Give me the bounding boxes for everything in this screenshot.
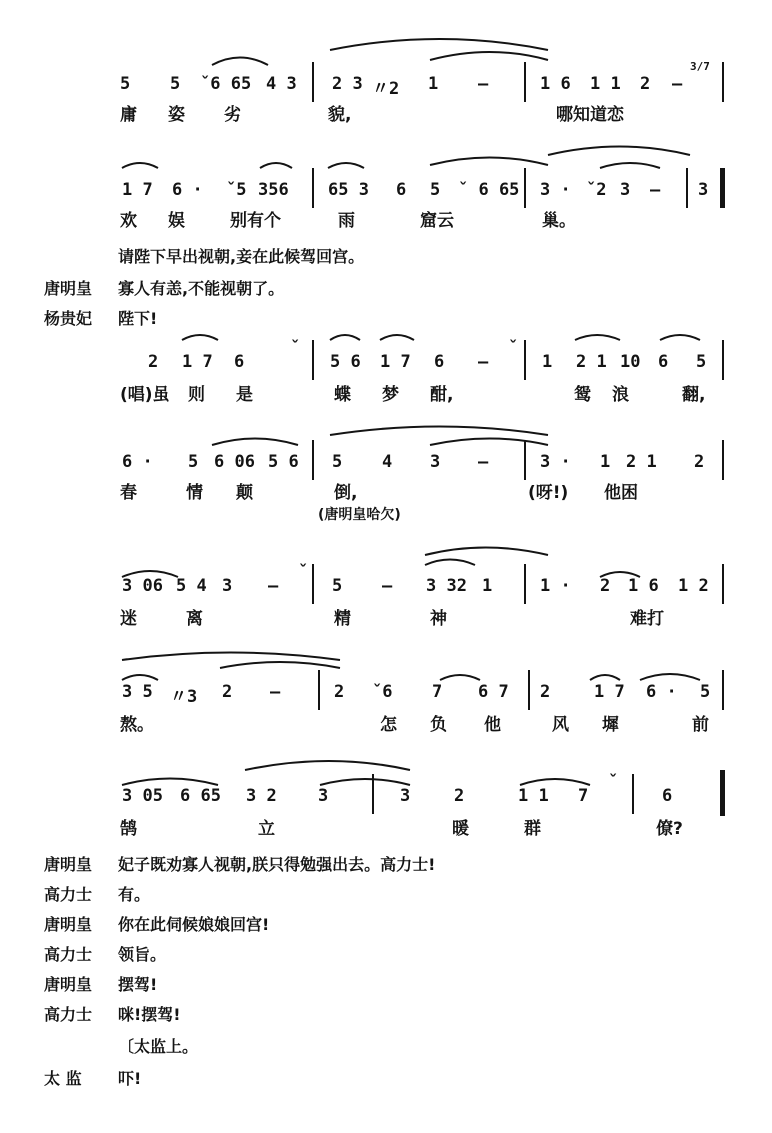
lyric: 翻, [682, 385, 706, 405]
note: 5 [696, 352, 707, 372]
note: 1 7 [182, 352, 213, 372]
lyric: 倒, [334, 483, 358, 503]
lyric: 姿 [168, 105, 185, 125]
note: 3 [222, 576, 233, 596]
note: ˇ5 [226, 180, 247, 200]
barline [312, 340, 314, 380]
note: 〃3 [170, 687, 198, 707]
note: 1 2 [678, 576, 709, 596]
speaker-name: 高力士 [44, 885, 93, 904]
note: 6 06 [214, 452, 255, 472]
note: ˇ6 [372, 682, 393, 702]
note: 6 7 [478, 682, 509, 702]
note: 10 [620, 352, 641, 372]
dialogue-text: 妃子既劝寡人视朝,朕只得勉强出去。高力士! [118, 855, 436, 874]
dialogue-line [44, 276, 284, 299]
note: 5 [332, 576, 343, 596]
note: 2 [540, 682, 551, 702]
note: 2 [694, 452, 705, 472]
note: ˇ2 [586, 180, 607, 200]
barline [524, 340, 526, 380]
note: – [270, 682, 281, 702]
note: 1 1 [518, 786, 549, 806]
lyric: 蝶 [334, 385, 351, 405]
note: 1 7 [122, 180, 153, 200]
note: – [478, 352, 489, 372]
dialogue-line [44, 1034, 198, 1057]
speaker-name: 唐明皇 [44, 975, 93, 994]
speaker-name: 唐明皇 [44, 915, 93, 934]
dialogue-text: 你在此伺候娘娘回宫! [118, 915, 270, 934]
barline [528, 670, 530, 710]
lyric: 别有个 [230, 211, 281, 231]
note: ˇ [608, 772, 619, 792]
lyric: 雨 [338, 211, 355, 231]
note: 5 [700, 682, 711, 702]
lyric: 负 [430, 715, 447, 735]
note: 2 1 [576, 352, 607, 372]
note: 6 · [172, 180, 203, 200]
note: 3 05 [122, 786, 163, 806]
lyric: 群 [524, 819, 541, 839]
note: 3 06 [122, 576, 163, 596]
barline [722, 340, 724, 380]
barline [632, 774, 634, 814]
note: ˇ 6 65 [458, 180, 520, 200]
note: 3 · [540, 452, 571, 472]
note: 5 6 [330, 352, 361, 372]
note: 2 [148, 352, 159, 372]
note: 6 [434, 352, 445, 372]
note: – [268, 576, 279, 596]
lyric: 巢。 [542, 211, 576, 231]
dialogue-text: 吓! [118, 1069, 142, 1088]
note: 5 4 [176, 576, 207, 596]
note: 〃2 [372, 79, 400, 99]
note: 6 [658, 352, 669, 372]
barline [686, 168, 688, 208]
lyric: 鹄 [120, 819, 137, 839]
stage-direction: (唐明皇哈欠) [318, 507, 401, 523]
speaker-name: 唐明皇 [44, 279, 93, 298]
note: 7 [432, 682, 443, 702]
lyric: 迷 [120, 609, 137, 629]
final-barline [720, 770, 725, 816]
note: 2 [640, 74, 651, 94]
dialogue-line [44, 1002, 181, 1025]
note: 6 65 [180, 786, 221, 806]
note: 2 3 [332, 74, 363, 94]
lyric: 立 [258, 819, 275, 839]
barline [312, 168, 314, 208]
lyric: 墀 [602, 715, 619, 735]
lyric: 浪 [612, 385, 629, 405]
lyric: 前 [692, 715, 709, 735]
lyric: 风 [552, 715, 569, 735]
note: 3 [620, 180, 631, 200]
dialogue-text: 摆驾! [118, 975, 158, 994]
dialogue-line [44, 942, 166, 965]
lyric: 精 [334, 609, 351, 629]
note: 1 6 [540, 74, 571, 94]
barline [722, 670, 724, 710]
lyric: 神 [430, 609, 447, 629]
note: 5 [332, 452, 343, 472]
note: 5 [170, 74, 181, 94]
note: – [478, 74, 489, 94]
lyric: 他 [484, 715, 501, 735]
dialogue-text: 陛下! [118, 309, 158, 328]
spoken-line [118, 244, 364, 267]
barline [312, 440, 314, 480]
lyric: (呀!) [528, 483, 569, 503]
barline [722, 564, 724, 604]
dialogue-line [44, 912, 269, 935]
barline [524, 168, 526, 208]
note: 3/7 [690, 60, 710, 73]
note: 5 [120, 74, 131, 94]
lyric: 是 [236, 385, 253, 405]
note: 3 [400, 786, 411, 806]
note: 3 2 [246, 786, 277, 806]
note: 2 1 [626, 452, 657, 472]
barline [524, 440, 526, 480]
note: – [672, 74, 683, 94]
dialogue-line [44, 882, 150, 905]
lyric: 熬。 [120, 715, 154, 735]
note: 6 [662, 786, 673, 806]
dialogue-text: 有。 [118, 885, 151, 904]
note: 2 [222, 682, 233, 702]
note: 6 [396, 180, 407, 200]
note: 3 5 [122, 682, 153, 702]
dialogue-line [44, 852, 435, 875]
note: 1 6 [628, 576, 659, 596]
note: 1 7 [380, 352, 411, 372]
speaker-name: 太 监 [44, 1069, 82, 1088]
note: 4 [382, 452, 393, 472]
note: 3 · [540, 180, 571, 200]
lyric: 劣 [224, 105, 241, 125]
dialogue-line [44, 1066, 141, 1089]
note: ˇ [298, 562, 309, 582]
lyric: 欢 [120, 211, 137, 231]
lyric: 窟云 [420, 211, 454, 231]
lyric: 颠 [236, 483, 253, 503]
final-barline [720, 168, 725, 208]
note: 3 32 [426, 576, 467, 596]
lyric: 则 [188, 385, 205, 405]
note: 2 [600, 576, 611, 596]
lyric: 梦 [382, 385, 399, 405]
lyric: 貌, [328, 105, 352, 125]
note: 2 [454, 786, 465, 806]
speaker-name: 杨贵妃 [44, 309, 93, 328]
dialogue-line [44, 306, 157, 329]
speaker-name: 唐明皇 [44, 855, 93, 874]
barline [372, 774, 374, 814]
dialogue-text: 寡人有恙,不能视朝了。 [118, 279, 285, 298]
note: 5 6 [268, 452, 299, 472]
lyric: 春 [120, 483, 137, 503]
lyric: 哪知道恋 [556, 105, 624, 125]
note: 1 [600, 452, 611, 472]
note: 1 [542, 352, 553, 372]
note: 6 · [646, 682, 677, 702]
lyric: 难打 [630, 609, 664, 629]
lyric: (唱)虽 [120, 385, 170, 405]
note: 6 · [122, 452, 153, 472]
dialogue-text: 请陛下早出视朝,妾在此候驾回宫。 [118, 247, 365, 266]
note: ˇ6 65 [200, 74, 252, 94]
barline [524, 564, 526, 604]
lyric: 酣, [430, 385, 454, 405]
note: 3 [318, 786, 329, 806]
note: 1 [428, 74, 439, 94]
dialogue-line [44, 972, 157, 995]
note: 1 [482, 576, 493, 596]
note: 1 1 [590, 74, 621, 94]
note: 356 [258, 180, 289, 200]
lyric: 鸳 [574, 385, 591, 405]
note: 6 [234, 352, 245, 372]
note: 7 [578, 786, 589, 806]
lyric: 他困 [604, 483, 638, 503]
barline [312, 62, 314, 102]
note: 1 7 [594, 682, 625, 702]
barline [312, 564, 314, 604]
note: 3 [430, 452, 441, 472]
note: – [650, 180, 661, 200]
lyric: 暖 [452, 819, 469, 839]
stage-direction: 〔太监上。 [118, 1037, 199, 1056]
lyric: 情 [186, 483, 203, 503]
note: ˇ [290, 338, 301, 358]
speaker-name: 高力士 [44, 1005, 93, 1024]
lyric: 离 [186, 609, 203, 629]
note: ˇ [508, 338, 519, 358]
barline [722, 62, 724, 102]
note: 3 [698, 180, 709, 200]
lyric: 娱 [168, 211, 185, 231]
note: – [478, 452, 489, 472]
barline [524, 62, 526, 102]
lyric: 怎 [380, 715, 397, 735]
dialogue-text: 咪!摆驾! [118, 1005, 181, 1024]
note: 5 [188, 452, 199, 472]
note: – [382, 576, 393, 596]
note: 5 [430, 180, 441, 200]
note: 2 [334, 682, 345, 702]
lyric: 僚? [656, 819, 683, 839]
barline [722, 440, 724, 480]
lyric: 庸 [120, 105, 137, 125]
barline [318, 670, 320, 710]
note: 4 3 [266, 74, 297, 94]
note: 1 · [540, 576, 571, 596]
note: 65 3 [328, 180, 369, 200]
speaker-name: 高力士 [44, 945, 93, 964]
dialogue-text: 领旨。 [118, 945, 167, 964]
